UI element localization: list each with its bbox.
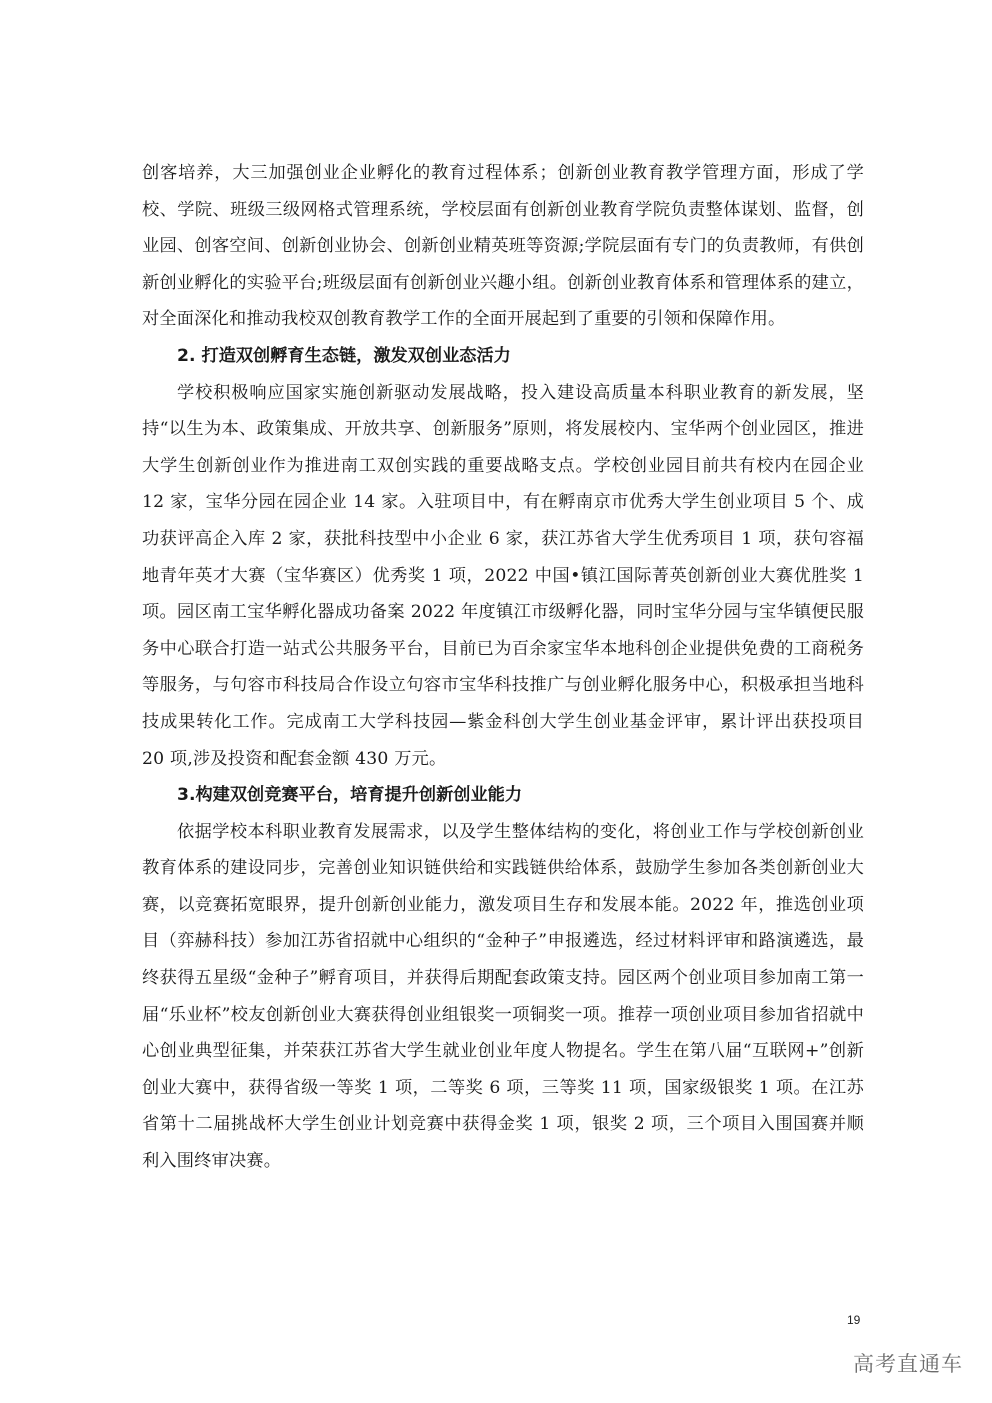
- paragraph-incubation-ecosystem: 学校积极响应国家实施创新驱动发展战略，投入建设高质量本科职业教育的新发展，坚持“以生为本、政策集成、开放共享、创新服务”原则，将发展校内、宝华两个创业园区，推进大学生创新创业作为推进南工双创实践的重要战略支点。学校创业园目前共有校内在园企业 12 家，宝华分园在园企业 14 家。入驻项目中，有在孵南京市优秀大学生创业项目 5 个、成功获评高企入库 2 家，获批科技型中小企业 6 家，获江苏省大学生优秀项目 1 项，获句容福地青年英才大赛（宝华赛区）优秀奖 1 项，2022 中国•镇江国际菁英创新创业大赛优胜奖 1 项。园区南工宝华孵化器成功备案 2022 年度镇江市级孵化器，同时宝华分园与宝华镇便民服务中心联合打造一站式公共服务平台，目前已为百余家宝华本地科创企业提供免费的工商税务等服务，与句容市科技局合作设立句容市宝华科技推广与创业孵化服务中心，积极承担当地科技成果转化工作。完成南工大学科技园—紫金科创大学生创业基金评审，累计评出获投项目 20 项,涉及投资和配套金额 430 万元。: [142, 382, 864, 769]
- section-heading-2: 2. 打造双创孵育生态链，激发双创业态活力: [177, 345, 511, 366]
- page-number: 19: [847, 1313, 861, 1327]
- watermark-logo-text: 高考直通车: [853, 1352, 963, 1376]
- document-body: [142, 155, 864, 1180]
- section-heading-3: 3.构建双创竞赛平台，培育提升创新创业能力: [177, 785, 523, 806]
- paragraph-competition-platform: 依据学校本科职业教育发展需求，以及学生整体结构的变化，将创业工作与学校创新创业教育体系的建设同步，完善创业知识链供给和实践链供给体系，鼓励学生参加各类创新创业大赛，以竞赛拓宽眼界，提升创新创业能力，激发项目生存和发展本能。2022 年，推选创业项目（弈赫科技）参加江苏省招就中心组织的“金种子”申报遴选，经过材料评审和路演遴选，最终获得五星级“金种子”孵育项目，并获得后期配套政策支持。园区两个创业项目参加南工第一届“乐业杯”校友创新创业大赛获得创业组银奖一项铜奖一项。推荐一项创业项目参加省招就中心创业典型征集，并荣获江苏省大学生就业创业年度人物提名。学生在第八届“互联网+”创新创业大赛中，获得省级一等奖 1 项，二等奖 6 项，三等奖 11 项，国家级银奖 1 项。在江苏省第十二届挑战杯大学生创业计划竞赛中获得金奖 1 项，银奖 2 项，三个项目入围国赛并顺利入围终审决赛。: [142, 821, 864, 1172]
- paragraph-continuation: 创客培养，大三加强创业企业孵化的教育过程体系；创新创业教育教学管理方面，形成了学校、学院、班级三级网格式管理系统，学校层面有创新创业教育学院负责整体谋划、监督，创业园、创客空间、创新创业协会、创新创业精英班等资源;学院层面有专门的负责教师，有供创新创业孵化的实验平台;班级层面有创新创业兴趣小组。创新创业教育体系和管理体系的建立，对全面深化和推动我校双创教育教学工作的全面开展起到了重要的引领和保障作用。: [142, 163, 864, 330]
